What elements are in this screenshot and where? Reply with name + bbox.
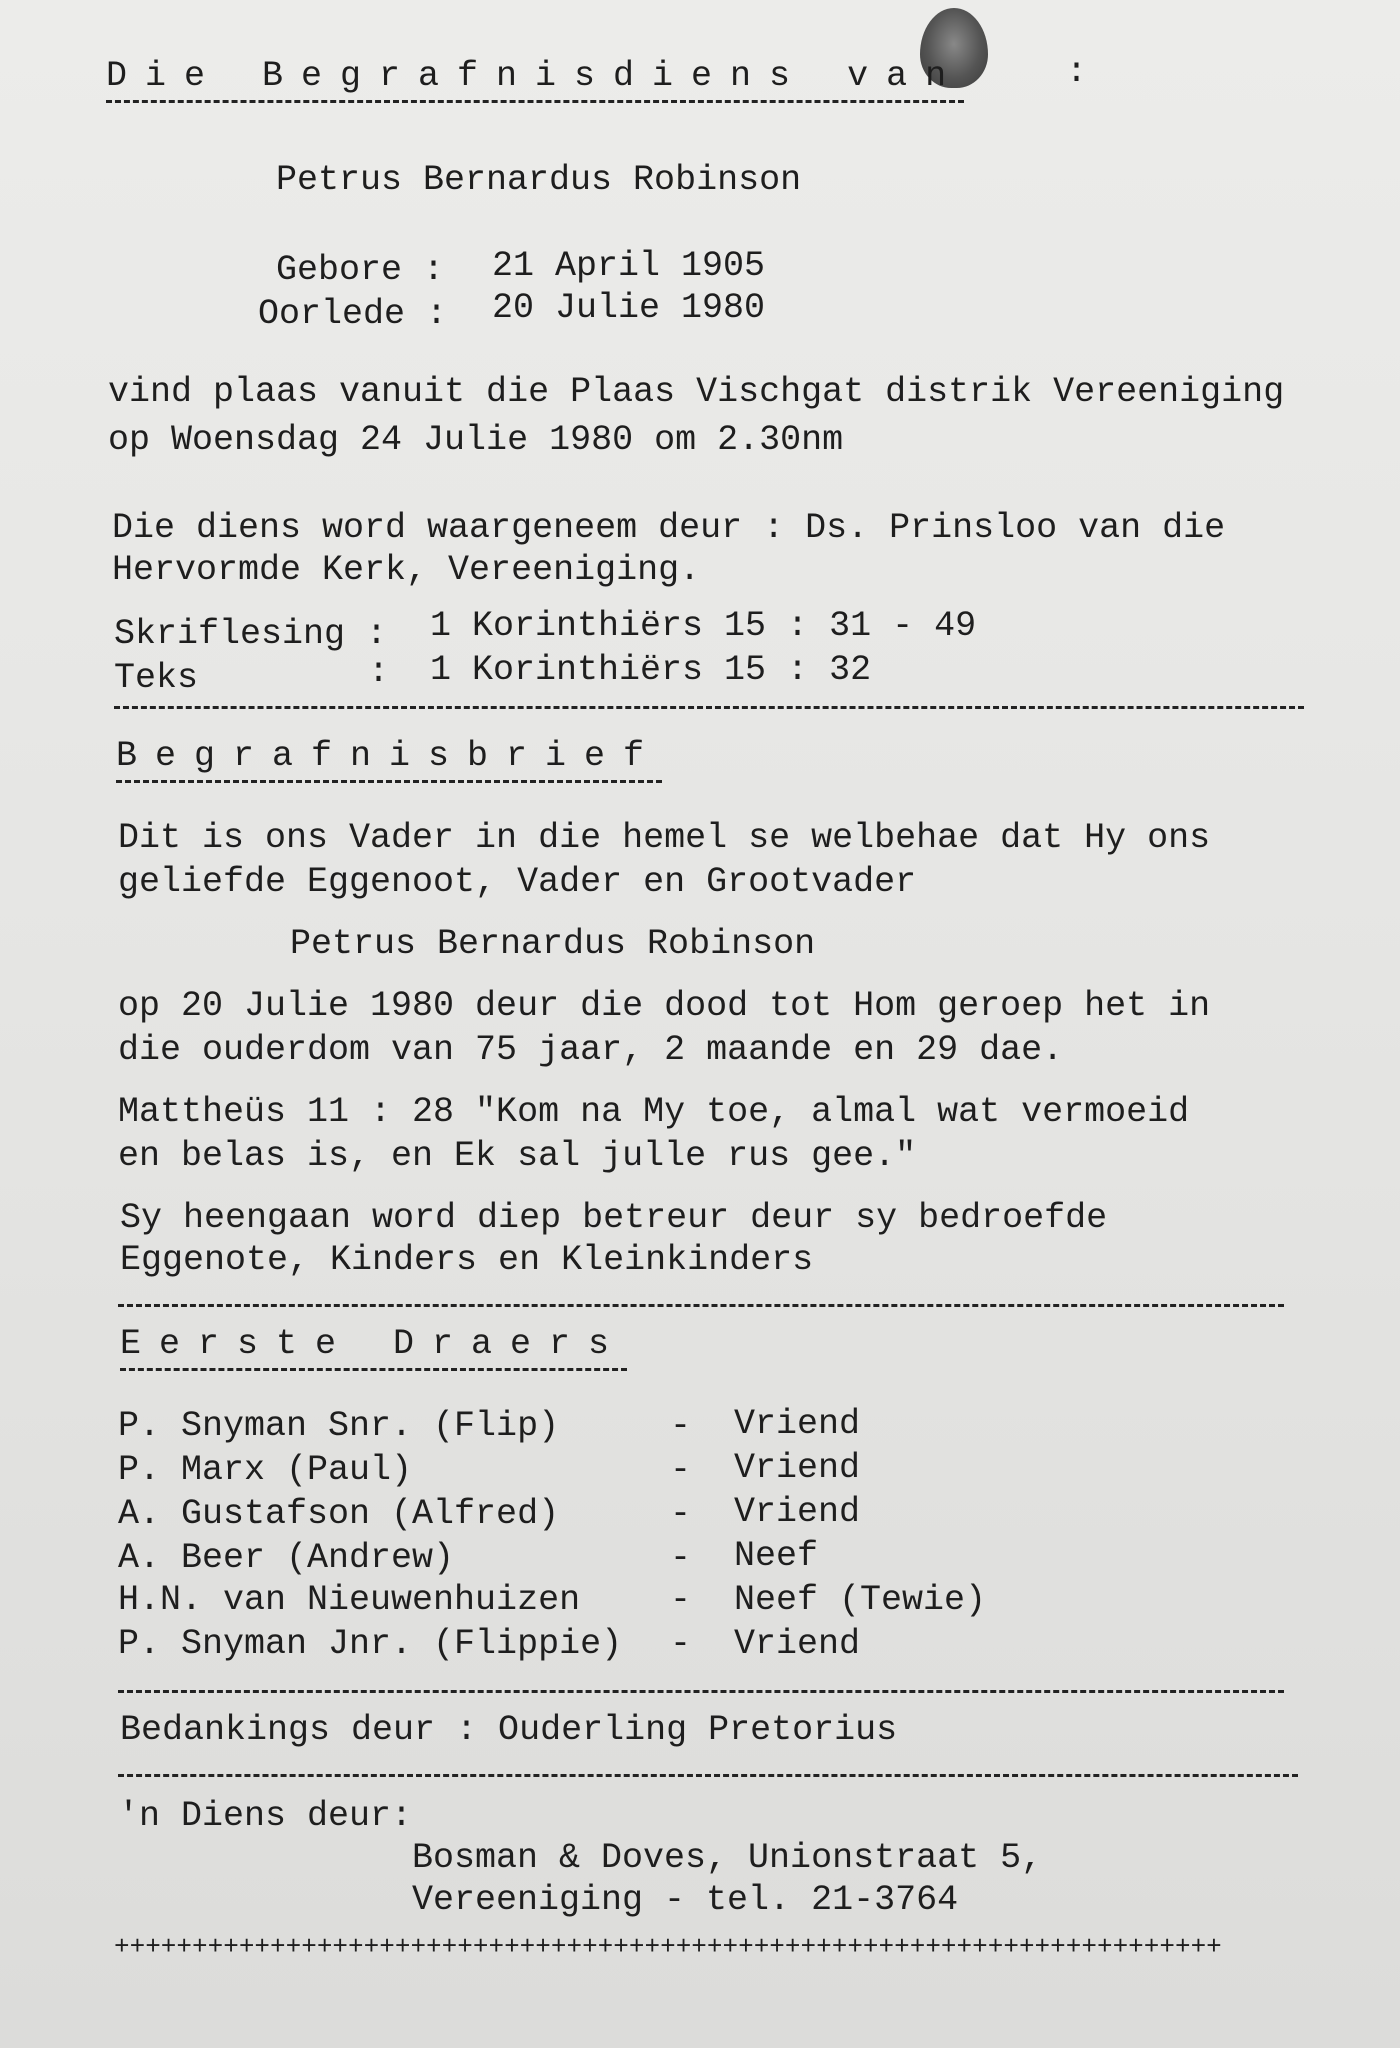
letter-paragraph-3-line-1: Sy heengaan word diep betreur deur sy bedroefde	[120, 1198, 1108, 1238]
bearer-dash: -	[670, 1450, 692, 1490]
document-title: Die Begrafnisdiens van	[106, 56, 964, 103]
born-label: Gebore :	[276, 250, 445, 290]
text-colon: :	[368, 652, 390, 692]
bearer-name: P. Snyman Snr. (Flip)	[118, 1406, 560, 1446]
bearer-dash: -	[670, 1538, 692, 1578]
bearer-name: A. Beer (Andrew)	[118, 1538, 455, 1578]
bearer-dash: -	[670, 1406, 692, 1446]
text-value: 1 Korinthiërs 15 : 32	[430, 650, 872, 690]
bearers-heading: Eerste Draers	[120, 1324, 627, 1371]
bearer-relation: Vriend	[734, 1624, 861, 1664]
divider	[118, 1304, 1284, 1307]
died-date: 20 Julie 1980	[492, 288, 766, 328]
undertaker-line-1: Bosman & Doves, Unionstraat 5,	[412, 1838, 1043, 1878]
undertaker-line-2: Vereeniging - tel. 21-3764	[412, 1880, 959, 1920]
service-location: vind plaas vanuit die Plaas Vischgat distrik Vereeniging	[108, 372, 1285, 412]
born-date: 21 April 1905	[492, 246, 766, 286]
text-label: Teks	[114, 658, 199, 698]
bearer-relation: Neef (Tewie)	[734, 1580, 987, 1620]
bearer-name: P. Snyman Jnr. (Flippie)	[118, 1624, 623, 1664]
bearer-dash: -	[670, 1624, 692, 1664]
died-label: Oorlede :	[258, 294, 448, 334]
divider	[118, 1774, 1298, 1777]
bearer-relation: Vriend	[734, 1404, 861, 1444]
bearer-name: A. Gustafson (Alfred)	[118, 1494, 560, 1534]
letter-paragraph-3-line-2: Eggenote, Kinders en Kleinkinders	[120, 1240, 814, 1280]
officiant-line-1: Die diens word waargeneem deur : Ds. Prinsloo van die	[112, 508, 1226, 548]
verse-line-2: en belas is, en Ek sal julle rus gee."	[118, 1136, 917, 1176]
bearer-name: P. Marx (Paul)	[118, 1450, 413, 1490]
bearer-relation: Neef	[734, 1536, 819, 1576]
thanks-line: Bedankings deur : Ouderling Pretorius	[120, 1710, 898, 1750]
bearer-dash: -	[670, 1494, 692, 1534]
service-datetime: op Woensdag 24 Julie 1980 om 2.30nm	[108, 420, 844, 460]
service-by-label: 'n Diens deur:	[118, 1796, 413, 1836]
deceased-name: Petrus Bernardus Robinson	[276, 160, 802, 200]
bearer-dash: -	[670, 1580, 692, 1620]
letter-paragraph-2-line-2: die ouderdom van 75 jaar, 2 maande en 29 dae.	[118, 1030, 1064, 1070]
bearer-relation: Vriend	[734, 1448, 861, 1488]
officiant-line-2: Hervormde Kerk, Vereeniging.	[112, 550, 701, 590]
letter-deceased-name: Petrus Bernardus Robinson	[290, 924, 816, 964]
reading-label: Skriflesing :	[114, 614, 388, 654]
letter-paragraph-1-line-1: Dit is ons Vader in die hemel se welbehae dat Hy ons	[118, 818, 1211, 858]
letter-paragraph-2-line-1: op 20 Julie 1980 deur die dood tot Hom geroep het in	[118, 986, 1211, 1026]
letter-heading: Begrafnisbrief	[116, 736, 662, 783]
reading-value: 1 Korinthiërs 15 : 31 - 49	[430, 606, 977, 646]
verse-line-1: Mattheüs 11 : 28 "Kom na My toe, almal wat vermoeid	[118, 1092, 1190, 1132]
divider	[118, 1690, 1284, 1693]
bearer-name: H.N. van Nieuwenhuizen	[118, 1580, 581, 1620]
bearer-relation: Vriend	[734, 1492, 861, 1532]
title-colon: :	[1066, 52, 1088, 92]
plus-rule: +++++++++++++++++++++++++++++++++++++++++++++++++++++++++++++++++++++++	[114, 1932, 1222, 1962]
divider	[114, 706, 1304, 709]
letter-paragraph-1-line-2: geliefde Eggenoot, Vader en Grootvader	[118, 862, 917, 902]
